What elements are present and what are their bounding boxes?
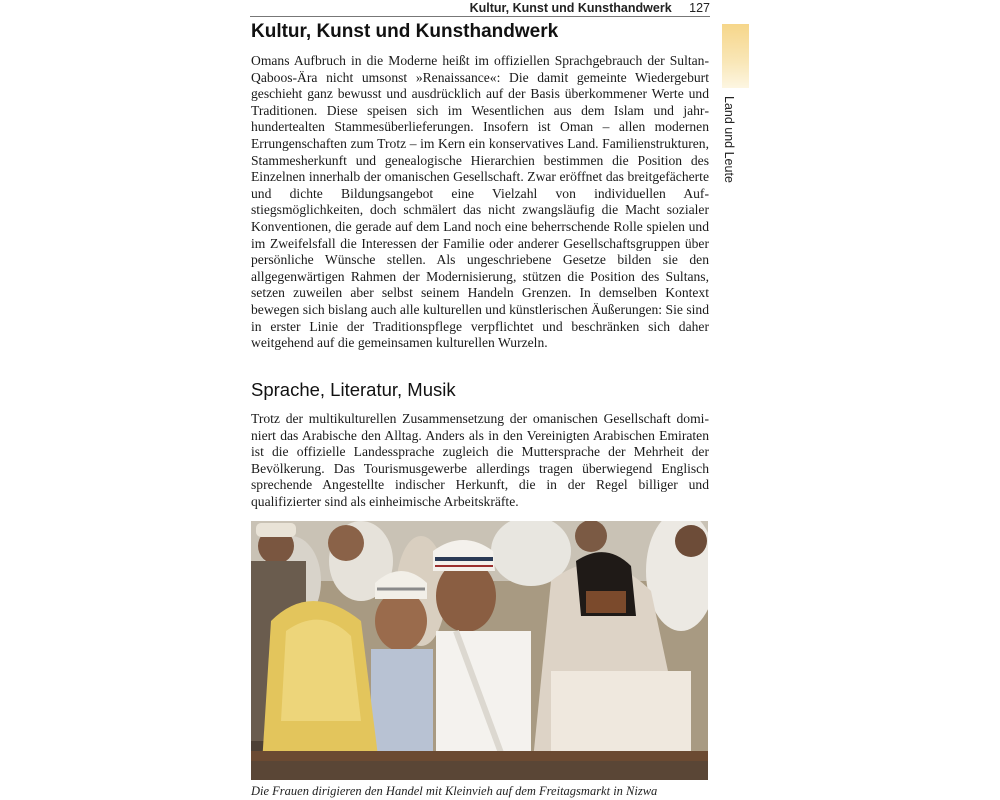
section-heading: Kultur, Kunst und Kunsthandwerk xyxy=(251,21,559,42)
page-number: 127 xyxy=(689,1,710,15)
figure-caption: Die Frauen dirigieren den Handel mit Kleinvieh auf dem Freitagsmarkt in Nizwa xyxy=(251,784,658,798)
subsection-heading: Sprache, Literatur, Musik xyxy=(251,379,456,400)
subsection-paragraph: Trotz der multikulturellen Zusammensetzung der omanischen Gesellschaft dominiert das Arabische den Alltag. Anders als in den Vereinigten Arabischen Emiraten ist die offizielle Landessprache zugleich die Muttersprache der Mehrheit der Bevölkerung. Das Tourismusgewerbe allerdings tragen überwiegend Englisch sprechende Angestellte indischer Herkunft, die in der Regel billiger und qualifizierter sind als einheimische Arbeitskräfte. xyxy=(251,411,709,509)
running-head xyxy=(250,0,710,17)
section-paragraph: Omans Aufbruch in die Moderne heißt im offiziellen Sprachgebrauch der Sultan-Qaboos-Ära nicht umsonst »Renaissance«: Die damit gemeinte Wiedergeburt geschieht ganz bewusst und ausdrücklich auf der Basis überkommener Werte und Traditionen. Diese speisen sich im Wesentlichen aus dem Islam und jahrhundertealten Stammesüberlieferungen. Insofern ist Oman – allen modernen Errungenschaften zum Trotz – im Kern ein konservatives Land. Familienstrukturen, Stammesherkunft und genealogische Hierarchien bestimmen die Position des Einzelnen innerhalb der omanischen Gesellschaft. Zwar eröffnet das breitgefächerte und dichte Bildungsangebot eine Vielzahl von individuellen Aufstiegsmöglichkeiten, doch schmälert das nicht zwangsläufig die Macht sozialer Konventionen, die gerade auf dem Land noch eine beherrschende Rolle spielen und im Zweifelsfall die Interessen der Familie oder anderer Gesellschaftsgruppen über persönliche Wünsche stellen. Als ungeschriebene Gesetze bilden sie den allgegenwärtigen Rahmen der Modernisierung, stützen die Position des Sultans, setzen zuweilen aber selbst seinem Handeln Grenzen. In demselben Kontext bewegen sich bislang auch alle kulturellen und künstlerischen Äußerungen: Sie sind in erster Linie der Traditionspflege verpflichtet und beschränken sich daher weitgehend auf die gemeinsamen kulturellen Wurzeln. xyxy=(251,53,709,351)
chapter-tab-label: Land und Leute xyxy=(722,96,736,183)
market-photo xyxy=(251,521,708,780)
chapter-tab-marker xyxy=(722,24,749,88)
running-head-title: Kultur, Kunst und Kunsthandwerk xyxy=(469,1,672,15)
